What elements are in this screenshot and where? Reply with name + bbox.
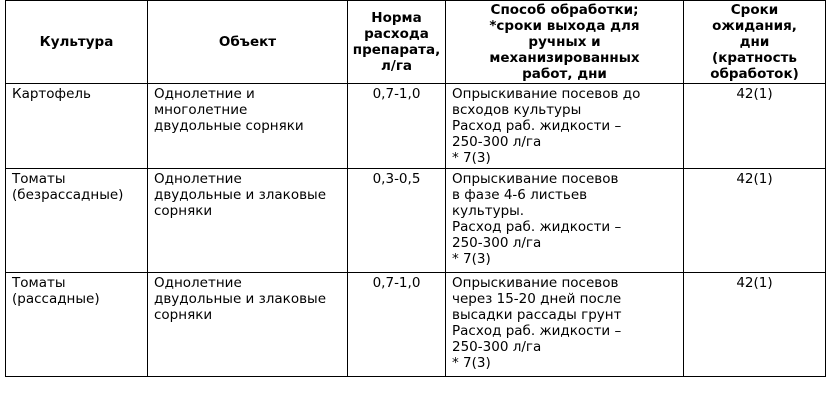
rate-cell: 0,7-1,0 (348, 84, 446, 169)
waiting-cell: 42(1) (684, 84, 826, 169)
table-row (6, 273, 826, 377)
header-crop: Культура (6, 1, 148, 84)
pesticide-regulation-table (5, 0, 826, 377)
waiting-cell: 42(1) (684, 169, 826, 273)
target-cell: Однолетние двудольные и злаковые сорняки (148, 273, 348, 377)
header-method: Способ обработки; *сроки выхода для ручных и механизированных работ, дни (446, 1, 684, 84)
rate-cell: 0,3-0,5 (348, 169, 446, 273)
header-target: Объект (148, 1, 348, 84)
rate-cell: 0,7-1,0 (348, 273, 446, 377)
method-cell: Опрыскивание посевов через 15-20 дней после высадки рассады грунт Расход раб. жидкости – 250-300 л/га * 7(3) (446, 273, 684, 377)
method-cell: Опрыскивание посевов до всходов культуры Расход раб. жидкости – 250-300 л/га * 7(3) (446, 84, 684, 169)
crop-cell: Картофель (6, 84, 148, 169)
crop-cell: Томаты (рассадные) (6, 273, 148, 377)
crop-cell: Томаты (безрассадные) (6, 169, 148, 273)
header-rate: Норма расхода препарата, л/га (348, 1, 446, 84)
method-cell: Опрыскивание посевов в фазе 4-6 листьев культуры. Расход раб. жидкости – 250-300 л/га * 7(3) (446, 169, 684, 273)
table-header-row (6, 1, 826, 84)
waiting-cell: 42(1) (684, 273, 826, 377)
header-waiting: Сроки ожидания, дни (кратность обработок) (684, 1, 826, 84)
table-row (6, 84, 826, 169)
table-row (6, 169, 826, 273)
target-cell: Однолетние двудольные и злаковые сорняки (148, 169, 348, 273)
target-cell: Однолетние и многолетние двудольные сорняки (148, 84, 348, 169)
